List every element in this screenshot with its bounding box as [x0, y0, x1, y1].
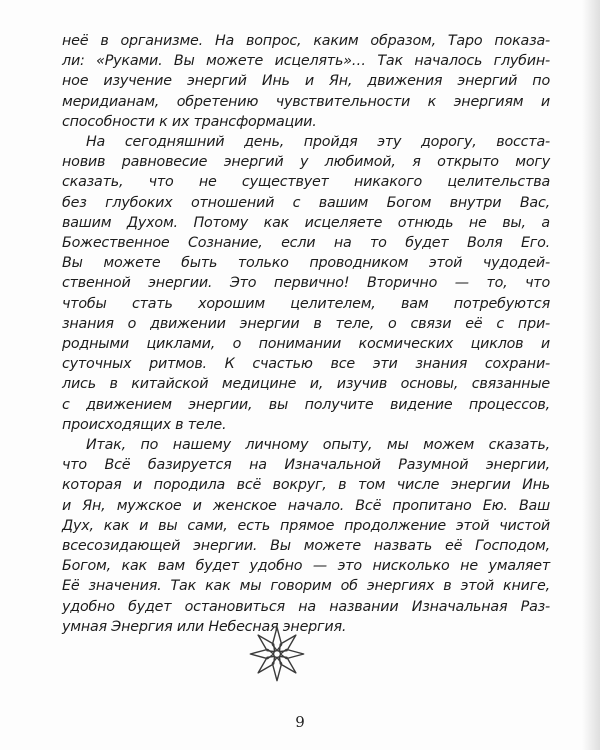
page-number: 9	[295, 713, 305, 731]
text-line: Итак, по нашему личному опыту, мы можем сказать,	[86, 437, 550, 454]
text-line: неё в организме. На вопрос, каким образом, Таро показа-	[62, 33, 550, 49]
body-text	[62, 31, 550, 637]
text-line: Дух, как и вы сами, есть прямое продолжение этой чистой	[62, 517, 550, 534]
text-line: Божественное Сознание, если на то будет Воля Его.	[62, 235, 550, 252]
text-line: всесозидающей энергии. Вы можете назвать её Господом,	[62, 538, 550, 555]
text-line: ственной энергии. Это первично! Вторично — то, что	[62, 275, 550, 292]
text-line: Вы можете быть только проводником этой чудодей-	[62, 255, 550, 272]
text-line: На сегодняшний день, пройдя эту дорогу, восста-	[86, 134, 550, 151]
text-line: без глубоких отношений с вашим Богом внутри Вас,	[62, 194, 550, 211]
text-line: удобно будет остановиться на названии Изначальная Раз-	[62, 598, 550, 615]
text-line: Богом, как вам будет удобно — это нисколько не умаляет	[62, 558, 550, 575]
text-line: родными циклами, о понимании космических циклов и	[62, 336, 550, 353]
text-line: способности к их трансформации.	[62, 113, 317, 130]
eight-point-star-ornament-icon	[248, 625, 306, 683]
text-line: ли: «Руками. Вы можете исцелять»… Так началось глубин-	[62, 53, 550, 70]
text-line: умная Энергия или Небесная энергия.	[62, 618, 347, 635]
text-line: с движением энергии, вы получите видение процессов,	[62, 396, 550, 413]
text-line: Её значения. Так как мы говорим об энергиях в этой книге,	[62, 578, 550, 595]
page-edge-shadow	[582, 0, 600, 750]
text-line: знания о движении энергии в теле, о связи её с при-	[62, 315, 550, 332]
text-line: вашим Духом. Потому как исцеляете отнюдь не вы, а	[62, 214, 550, 231]
text-line: чтобы стать хорошим целителем, вам потребуются	[62, 295, 550, 312]
text-line: новив равновесие энергий у любимой, я открыто могу	[62, 154, 550, 171]
text-line: происходящих в теле.	[62, 416, 227, 433]
text-line: что Всё базируется на Изначальной Разумной энергии,	[62, 457, 550, 474]
text-line: ное изучение энергий Инь и Ян, движения энергий по	[62, 73, 550, 90]
text-line: суточных ритмов. К счастью все эти знания сохрани-	[62, 356, 550, 373]
text-line: и Ян, мужское и женское начало. Всё пропитано Ею. Ваш	[62, 497, 550, 514]
text-line: меридианам, обретению чувствительности к энергиям и	[62, 93, 550, 110]
text-line: которая и породила всё вокруг, в том числе энергии Инь	[62, 477, 550, 494]
text-line: лись в китайской медицине и, изучив основы, связанные	[62, 376, 550, 393]
text-line: сказать, что не существует никакого целительства	[62, 174, 550, 191]
